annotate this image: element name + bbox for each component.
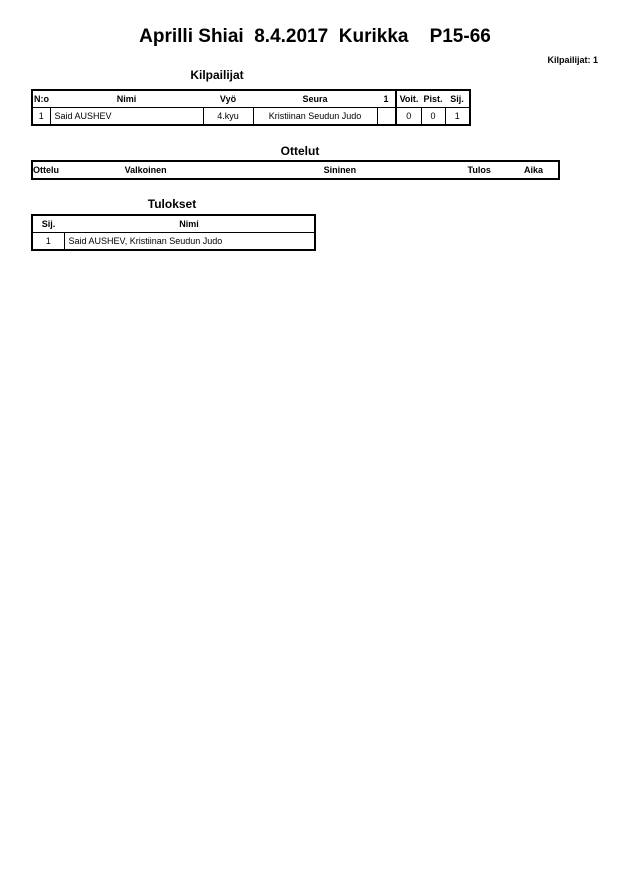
competitor-name: Said AUSHEV — [50, 108, 203, 126]
table-row — [32, 108, 470, 126]
competitor-place: 1 — [445, 108, 470, 126]
col-name: Nimi — [50, 90, 203, 108]
competitor-points: 0 — [421, 108, 445, 126]
competitor-pool-cell — [377, 108, 396, 126]
col-pool: 1 — [377, 90, 396, 108]
col-match: Ottelu — [33, 165, 59, 175]
col-white: Valkoinen — [124, 165, 167, 175]
results-header-row — [32, 215, 315, 233]
results-heading: Tulokset — [147, 197, 197, 211]
competitor-club: Kristiinan Seudun Judo — [253, 108, 377, 126]
col-belt: Vyö — [203, 90, 253, 108]
matches-header-row — [32, 161, 559, 179]
col-result-place: Sij. — [32, 215, 64, 233]
competitor-belt: 4.kyu — [203, 108, 253, 126]
col-no: N:o — [32, 90, 50, 108]
col-result: Tulos — [467, 165, 491, 175]
col-place: Sij. — [445, 90, 470, 108]
col-blue: Sininen — [323, 165, 357, 175]
col-time: Aika — [524, 165, 544, 175]
competitors-header-row — [32, 90, 470, 108]
col-club: Seura — [253, 90, 377, 108]
page-title: Aprilli Shiai 8.4.2017 Kurikka P15-66 — [139, 26, 491, 47]
matches-heading: Ottelut — [280, 144, 320, 158]
result-place: 1 — [32, 233, 64, 251]
table-row — [32, 233, 315, 251]
competitors-heading: Kilpailijat — [190, 68, 244, 82]
competitor-no: 1 — [32, 108, 50, 126]
competitor-count: Kilpailijat: 1 — [547, 55, 598, 65]
competitors-table — [31, 89, 471, 126]
competitor-wins: 0 — [396, 108, 421, 126]
results-table — [31, 214, 316, 251]
result-name: Said AUSHEV, Kristiinan Seudun Judo — [68, 236, 223, 246]
col-result-name: Nimi — [64, 215, 315, 233]
matches-table — [31, 160, 560, 180]
col-wins: Voit. — [396, 90, 421, 108]
col-points: Pist. — [421, 90, 445, 108]
